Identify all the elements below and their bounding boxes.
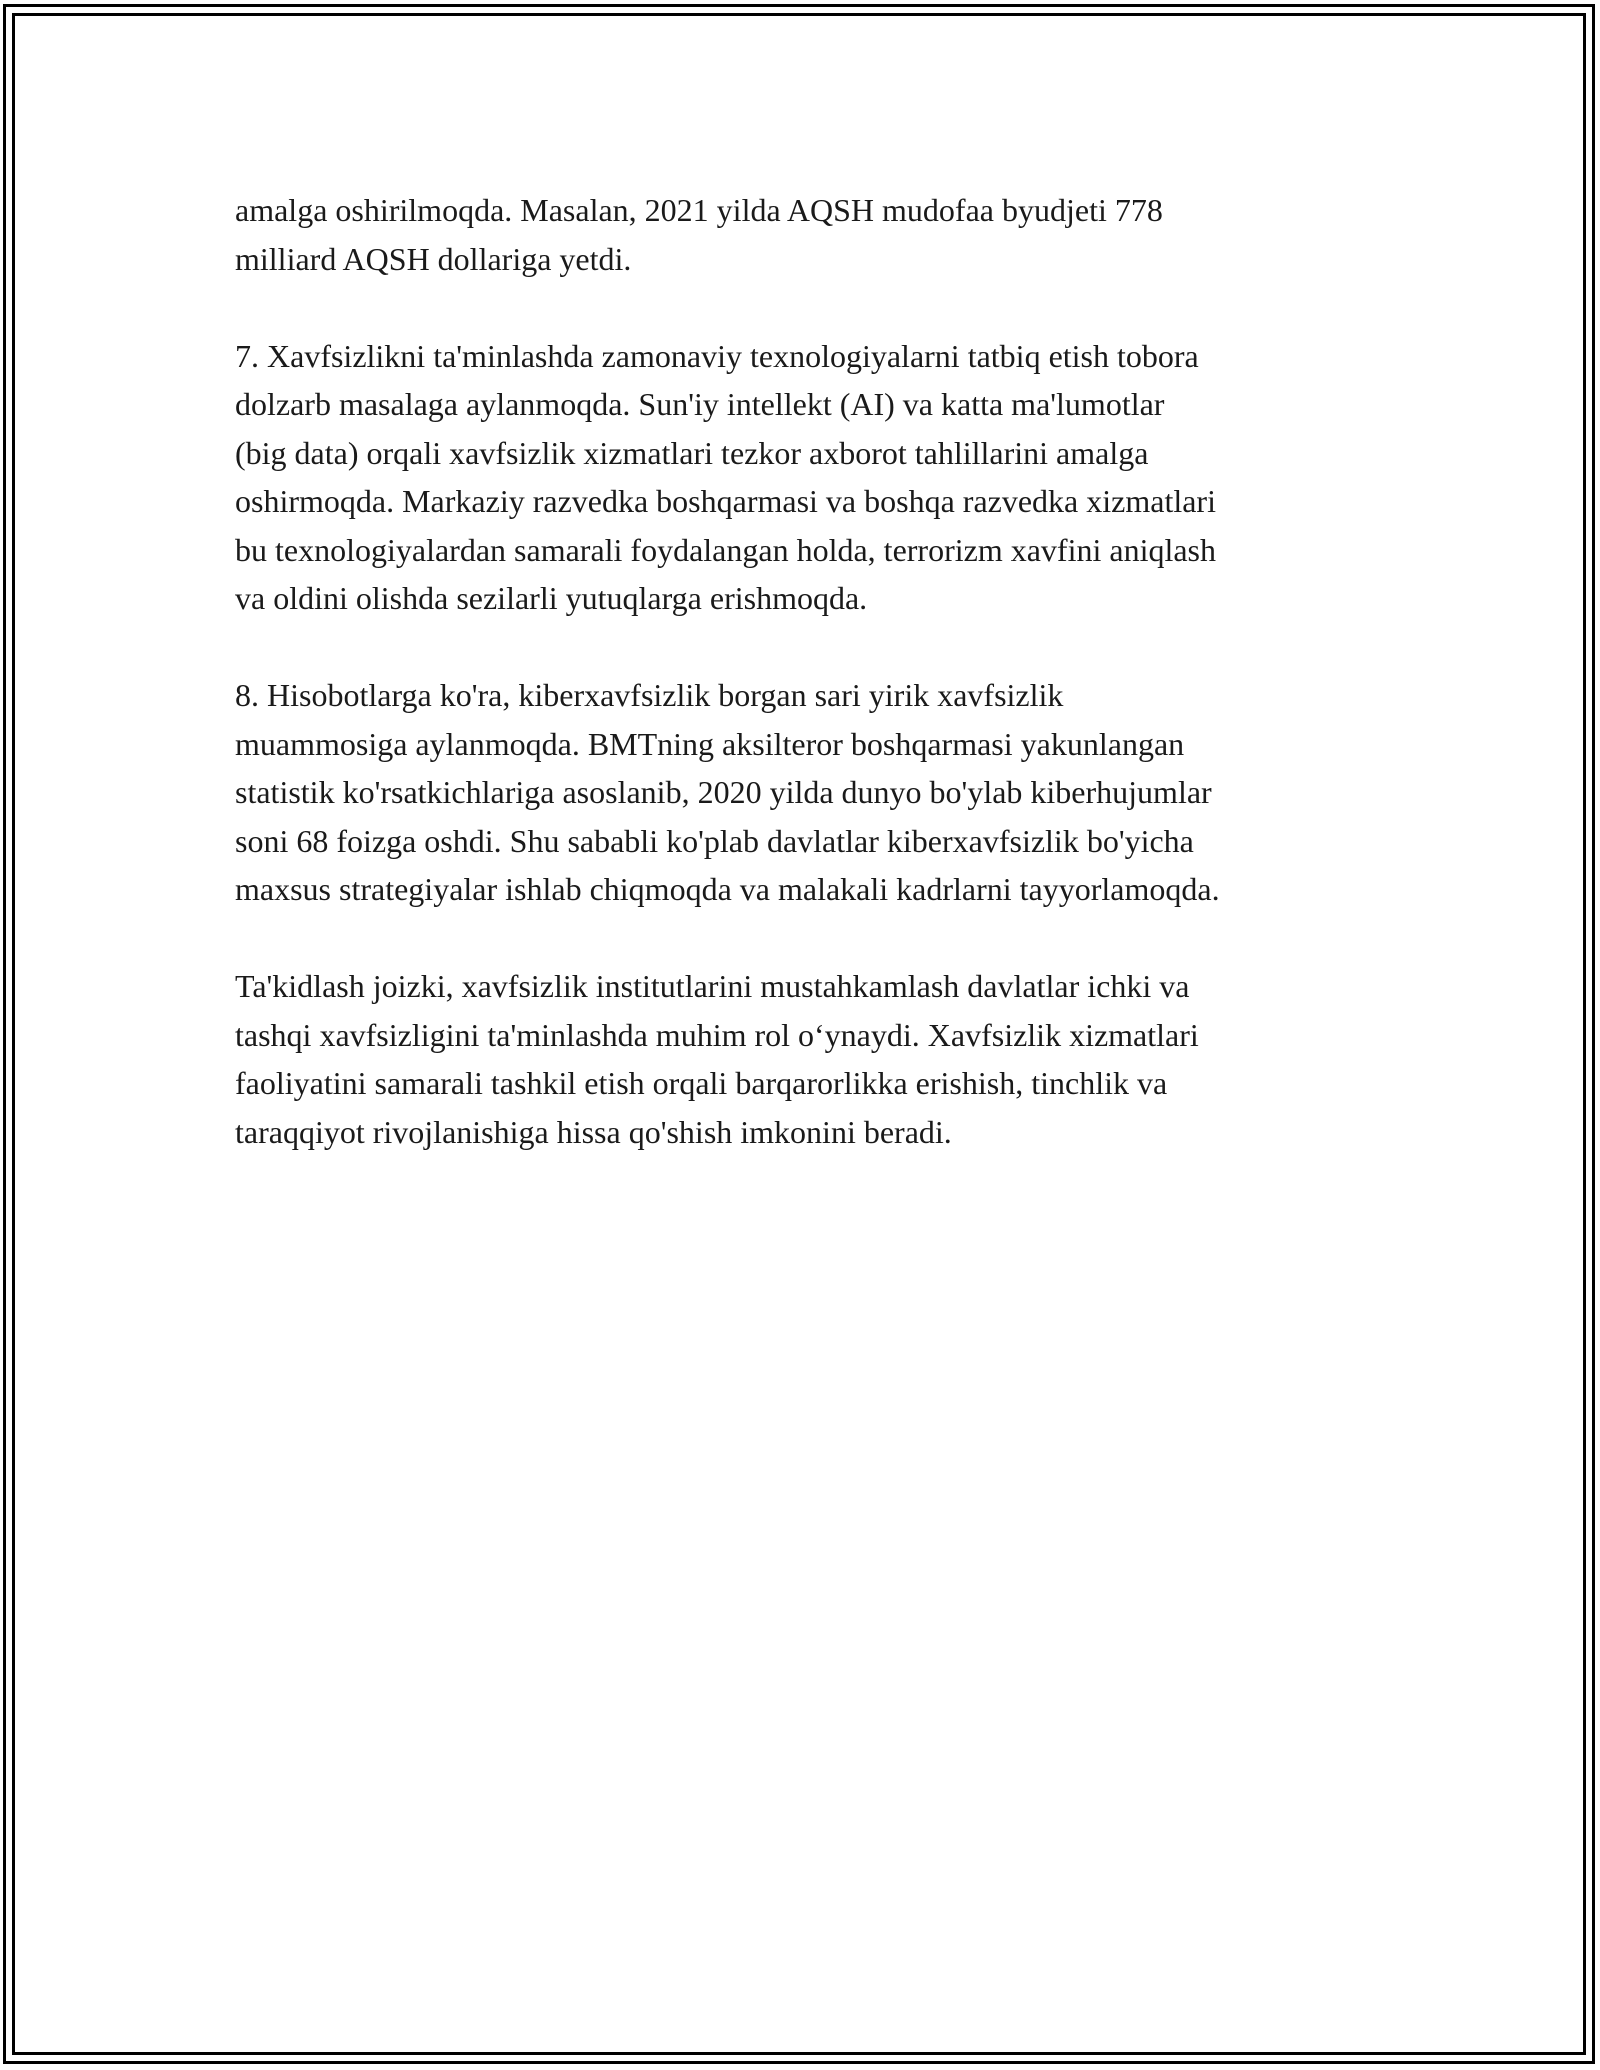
paragraph-continuation: [235, 186, 1375, 283]
text-line: maxsus strategiyalar ishlab chiqmoqda va malakali kadrlarni tayyorlamoqda.: [235, 871, 1220, 907]
text-line: va oldini olishda sezilarli yutuqlarga erishmoqda.: [235, 580, 868, 616]
text-line: faoliyatini samarali tashkil etish orqali barqarorlikka erishish, tinchlik va: [235, 1065, 1168, 1101]
text-line: oshirmoqda. Markaziy razvedka boshqarmasi va boshqa razvedka xizmatlari: [235, 483, 1216, 519]
paragraph-item-7: [235, 332, 1375, 623]
document-body: [235, 186, 1375, 1205]
text-line: dolzarb masalaga aylanmoqda. Sun'iy intellekt (AI) va katta ma'lumotlar: [235, 386, 1165, 422]
text-line: soni 68 foizga oshdi. Shu sababli ko'plab davlatlar kiberxavfsizlik bo'yicha: [235, 822, 1194, 859]
text-line: tashqi xavfsizligini ta'minlashda muhim rol o‘ynaydi. Xavfsizlik xizmatlari: [235, 1016, 1199, 1053]
text-line: muammosiga aylanmoqda. BMTning aksilteror boshqarmasi yakunlangan: [235, 725, 1185, 762]
text-line: milliard AQSH dollariga yetdi.: [235, 240, 632, 277]
text-line: 8. Hisobotlarga ko'ra, kiberxavfsizlik borgan sari yirik xavfsizlik: [235, 677, 1064, 713]
text-line: (big data) orqali xavfsizlik xizmatlari tezkor axborot tahlillarini amalga: [235, 434, 1149, 471]
paragraph-conclusion: [235, 962, 1375, 1156]
text-line: Ta'kidlash joizki, xavfsizlik institutlarini mustahkamlash davlatlar ichki va: [235, 968, 1190, 1004]
paragraph-item-8: [235, 671, 1375, 914]
text-line: amalga oshirilmoqda. Masalan, 2021 yilda AQSH mudofaa byudjeti 778: [235, 192, 1163, 228]
text-line: statistik ko'rsatkichlariga asoslanib, 2020 yilda dunyo bo'ylab kiberhujumlar: [235, 774, 1212, 810]
text-line: 7. Xavfsizlikni ta'minlashda zamonaviy texnologiyalarni tatbiq etish tobora: [235, 337, 1199, 374]
text-line: taraqqiyot rivojlanishiga hissa qo'shish imkonini beradi.: [235, 1113, 952, 1150]
text-line: bu texnologiyalardan samarali foydalangan holda, terrorizm xavfini aniqlash: [235, 531, 1216, 568]
